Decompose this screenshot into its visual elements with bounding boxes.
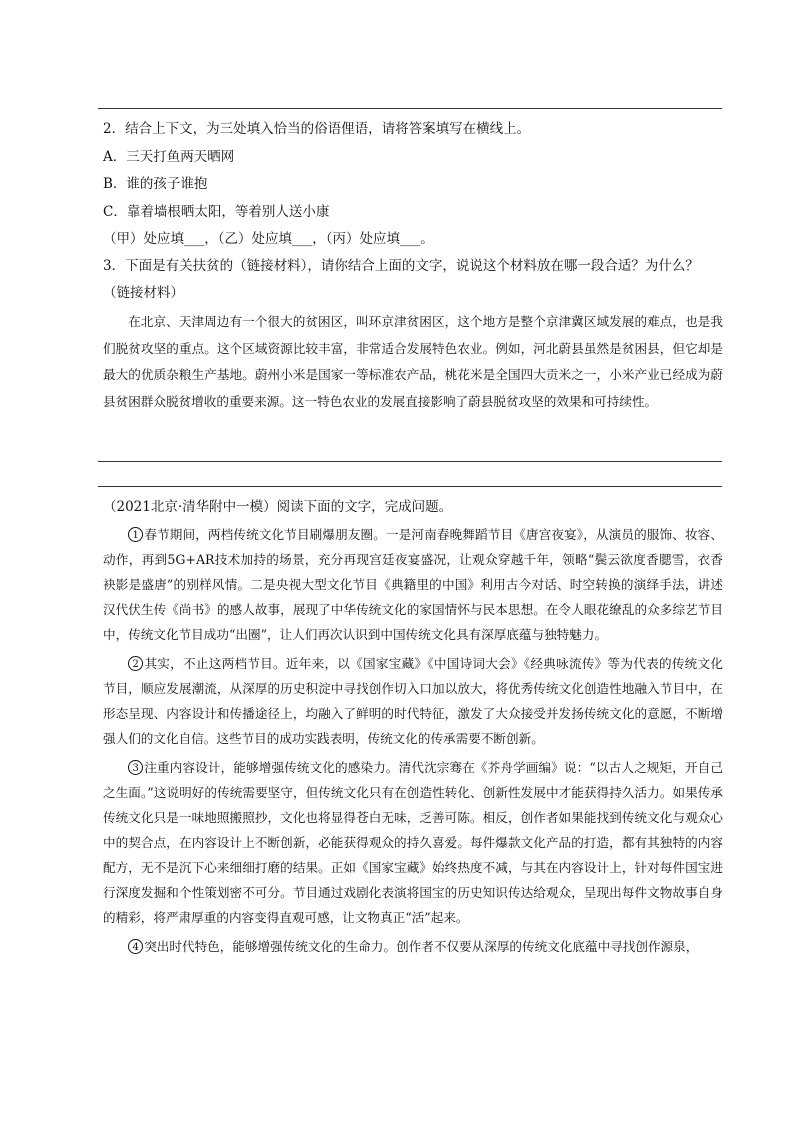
- answer-line: [98, 486, 722, 487]
- option-b: B．谁的孩子谁抱: [103, 176, 208, 192]
- paragraph-number: 1: [128, 527, 143, 542]
- paragraph-text: 注重内容设计，能够增强传统文化的感染力。清代沈宗骞在《芥舟学画编》说：“以古人之规矩，开自己之生面。”这说明好的传统需要坚守，但传统文化只有在创造性转化、创新性发展中才能获得持久活力。如果传承传统文化只是一味地照搬照抄，文化也将显得苍白无味，乏善可陈。相反，创作者如果能找到传统文化与观众心中的契合点，在内容设计上不断创新，必能获得观众的持久喜爱。每件爆款文化产品的打造，都有其独特的内容配方，无不是沉下心来细细打磨的结果。正如《国家宝藏》始终热度不减，与其在内容设计上，针对每件国宝进行深度发掘和个性策划密不可分。节目通过戏剧化表演将国宝的历史知识传达给观众，呈现出每件文物故事自身的精彩，将严肃厚重的内容变得直观可感，让文物真正“活”起来。: [103, 760, 723, 925]
- option-a: A．三天打鱼两天晒网: [103, 149, 235, 165]
- paragraph: [103, 755, 723, 930]
- question-2-prompt: 2．结合上下文，为三处填入恰当的俗语俚语，请将答案填写在横线上。: [103, 121, 531, 137]
- linked-material-text: 在北京、天津周边有一个很大的贫困区，叫环京津贫困区，这个地方是整个京津冀区域发展的难点，也是我们脱贫攻坚的重点。这个区域资源比较丰富，非常适合发展特色农业。例如，河北蔚县虽然是贫困县，但它却是最大的优质杂粮生产基地。蔚州小米是国家一等标准农产品，桃花米是全国四大贡米之一，小米产业已经成为蔚县贫困群众脱贫增收的重要来源。这一特色农业的发展直接影响了蔚县脱贫攻坚的效果和可持续性。: [103, 314, 723, 409]
- passage-source: （2021北京·清华附中一模）阅读下面的文字，完成问题。: [103, 499, 453, 515]
- paragraph: [103, 651, 723, 751]
- paragraph-text: 春节期间，两档传统文化节目刷爆朋友圈。一是河南春晚舞蹈节目《唐宫夜宴》，从演员的服饰、妆容、动作，再到5G+AR技术加持的场景，充分再现宫廷夜宴盛况，让观众穿越千年，领略“鬓云欲度香腮雪，衣香袂影是盛唐”的别样风情。二是央视大型文化节目《典籍里的中国》利用古今对话、时空转换的演绎手法，讲述汉代伏生传《尚书》的感人故事，展现了中华传统文化的家国情怀与民本思想。在令人眼花缭乱的众多综艺节目中，传统文化节目成功“出圈”，让人们再次认识到中国传统文化具有深厚底蕴与独特魅力。: [103, 527, 723, 642]
- answer-blanks: （甲）处应填___，（乙）处应填___，（丙）处应填___。: [103, 231, 434, 247]
- material-title: （链接材料）: [103, 285, 184, 301]
- passage-body: [103, 522, 723, 959]
- paragraph-number: 3: [128, 760, 143, 775]
- answer-line: [98, 461, 722, 462]
- section-divider: [98, 108, 722, 109]
- paragraph: [103, 934, 723, 959]
- option-c: C．靠着墙根晒太阳，等着别人送小康: [103, 204, 330, 220]
- paragraph-number: 2: [128, 656, 143, 671]
- paragraph: [103, 522, 723, 647]
- paragraph-text: 其实，不止这两档节目。近年来，以《国家宝藏》《中国诗词大会》《经典咏流传》等为代表的传统文化节目，顺应发展潮流，从深厚的历史积淀中寻找创作切入口加以放大，将优秀传统文化创造性地融入节目中，在形态呈现、内容设计和传播途径上，均融入了鲜明的时代特征，激发了大众接受并发扬传统文化的意愿，不断增强人们的文化自信。这些节目的成功实践表明，传统文化的传承需要不断创新。: [103, 656, 723, 746]
- question-3-prompt: 3．下面是有关扶贫的（链接材料），请你结合上面的文字，说说这个材料放在哪一段合适？为什么？: [103, 258, 699, 274]
- paragraph-text: 突出时代特色，能够增强传统文化的生命力。创作者不仅要从深厚的传统文化底蕴中寻找创作源泉，: [144, 939, 699, 954]
- paragraph-number: 4: [128, 939, 143, 954]
